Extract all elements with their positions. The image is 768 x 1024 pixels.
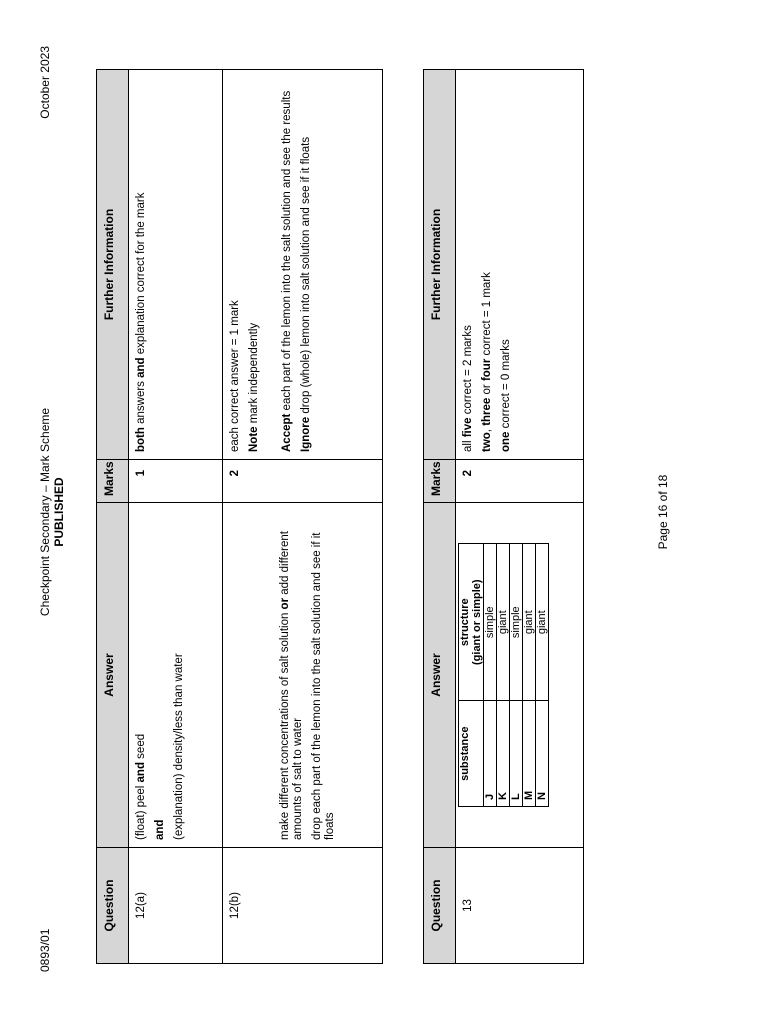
fi-text: correct = 0 marks	[500, 339, 512, 432]
answer-bold: and	[135, 762, 147, 783]
fi-bold: Ignore	[300, 416, 312, 452]
fi-bold: Accept	[281, 413, 293, 452]
fi-bold: and	[135, 357, 147, 378]
structure-cell: giant	[497, 544, 510, 701]
col-header-question: Question	[424, 848, 456, 964]
page-number: Page 16 of 18	[656, 474, 670, 550]
table-row-12a	[129, 70, 223, 964]
substance-cell: J	[484, 701, 497, 807]
table-row	[523, 544, 536, 807]
marks-value: 1	[129, 460, 223, 503]
answer-text: add different amounts of salt to water	[279, 531, 304, 840]
mark-table-q13	[423, 69, 584, 964]
fi-text: correct = 1 mark	[481, 272, 493, 359]
col-header-marks: Marks	[424, 460, 456, 503]
answer-text: seed	[135, 733, 147, 763]
question-number: 12(a)	[129, 848, 223, 964]
col-header-marks: Marks	[97, 460, 129, 503]
table-row-12b	[223, 70, 383, 964]
structure-cell: giant	[523, 544, 536, 701]
answer-cell	[129, 503, 223, 848]
paper-code: 0893/01	[38, 928, 52, 972]
mark-table-q12	[96, 69, 383, 964]
structure-cell: simple	[484, 544, 497, 701]
fi-bold: Note	[248, 426, 260, 452]
fi-text: mark independently	[248, 322, 260, 427]
structure-cell: simple	[510, 544, 523, 701]
further-info-cell	[223, 70, 383, 460]
fi-text: explanation correct for the mark	[135, 192, 147, 358]
fi-text: each correct answer = 1 mark	[229, 300, 241, 452]
header-row	[97, 70, 129, 964]
structure-cell: giant	[536, 544, 549, 701]
structure-head: structure	[459, 598, 471, 647]
question-number: 12(b)	[223, 848, 383, 964]
answer-text: make different concentrations of salt solution	[279, 609, 291, 840]
answer-cell	[223, 503, 383, 848]
fi-text: answers	[135, 377, 147, 428]
table-row	[497, 544, 510, 807]
table-row	[484, 544, 497, 807]
fi-text: each part of the lemon into the salt solution and see the results	[281, 90, 293, 414]
answer-explanation: (explanation) density/less than water	[173, 653, 185, 840]
document-title	[38, 0, 66, 1024]
exam-date: October 2023	[38, 46, 52, 119]
fi-bold: one	[500, 431, 512, 452]
further-info-cell	[456, 70, 584, 460]
substance-cell: M	[523, 701, 536, 807]
marks-value: 2	[223, 460, 383, 503]
answer-and: and	[154, 819, 166, 840]
sub-header-row	[459, 544, 484, 807]
substance-cell: L	[510, 701, 523, 807]
table-row-13	[456, 70, 584, 964]
col-header-answer: Answer	[424, 503, 456, 848]
fi-text: correct = 2 marks	[462, 325, 474, 418]
answer-bold: or	[279, 597, 291, 610]
published-label: PUBLISHED	[52, 477, 66, 547]
col-header-further-info: Further Information	[97, 70, 129, 460]
fi-text: all	[462, 437, 474, 452]
fi-bold: three	[481, 397, 493, 426]
fi-bold: both	[135, 427, 147, 452]
fi-bold: two	[481, 432, 493, 452]
sub-header-substance: substance	[459, 701, 484, 807]
answer-cell	[456, 503, 584, 848]
marks-value: 2	[456, 460, 584, 503]
substance-cell: N	[536, 701, 549, 807]
fi-text: drop (whole) lemon into salt solution and see if it floats	[300, 136, 312, 417]
table-row	[510, 544, 523, 807]
structure-subhead: (giant or simple)	[471, 579, 483, 665]
fi-text: ,	[481, 425, 493, 433]
table-row	[536, 544, 549, 807]
answer-text: (float) peel	[135, 782, 147, 840]
col-header-answer: Answer	[97, 503, 129, 848]
header-row	[424, 70, 456, 964]
scheme-title: Checkpoint Secondary – Mark Scheme	[38, 407, 52, 617]
substance-structure-table	[458, 543, 549, 807]
further-info-cell	[129, 70, 223, 460]
answer-text: drop each part of the lemon into the salt solution and see if it floats	[311, 532, 336, 840]
fi-bold: five	[462, 417, 474, 438]
col-header-question: Question	[97, 848, 129, 964]
fi-text: or	[481, 381, 493, 398]
col-header-further-info: Further Information	[424, 70, 456, 460]
question-number: 13	[456, 848, 584, 964]
fi-bold: four	[481, 358, 493, 382]
sub-header-structure	[459, 544, 484, 701]
substance-cell: K	[497, 701, 510, 807]
